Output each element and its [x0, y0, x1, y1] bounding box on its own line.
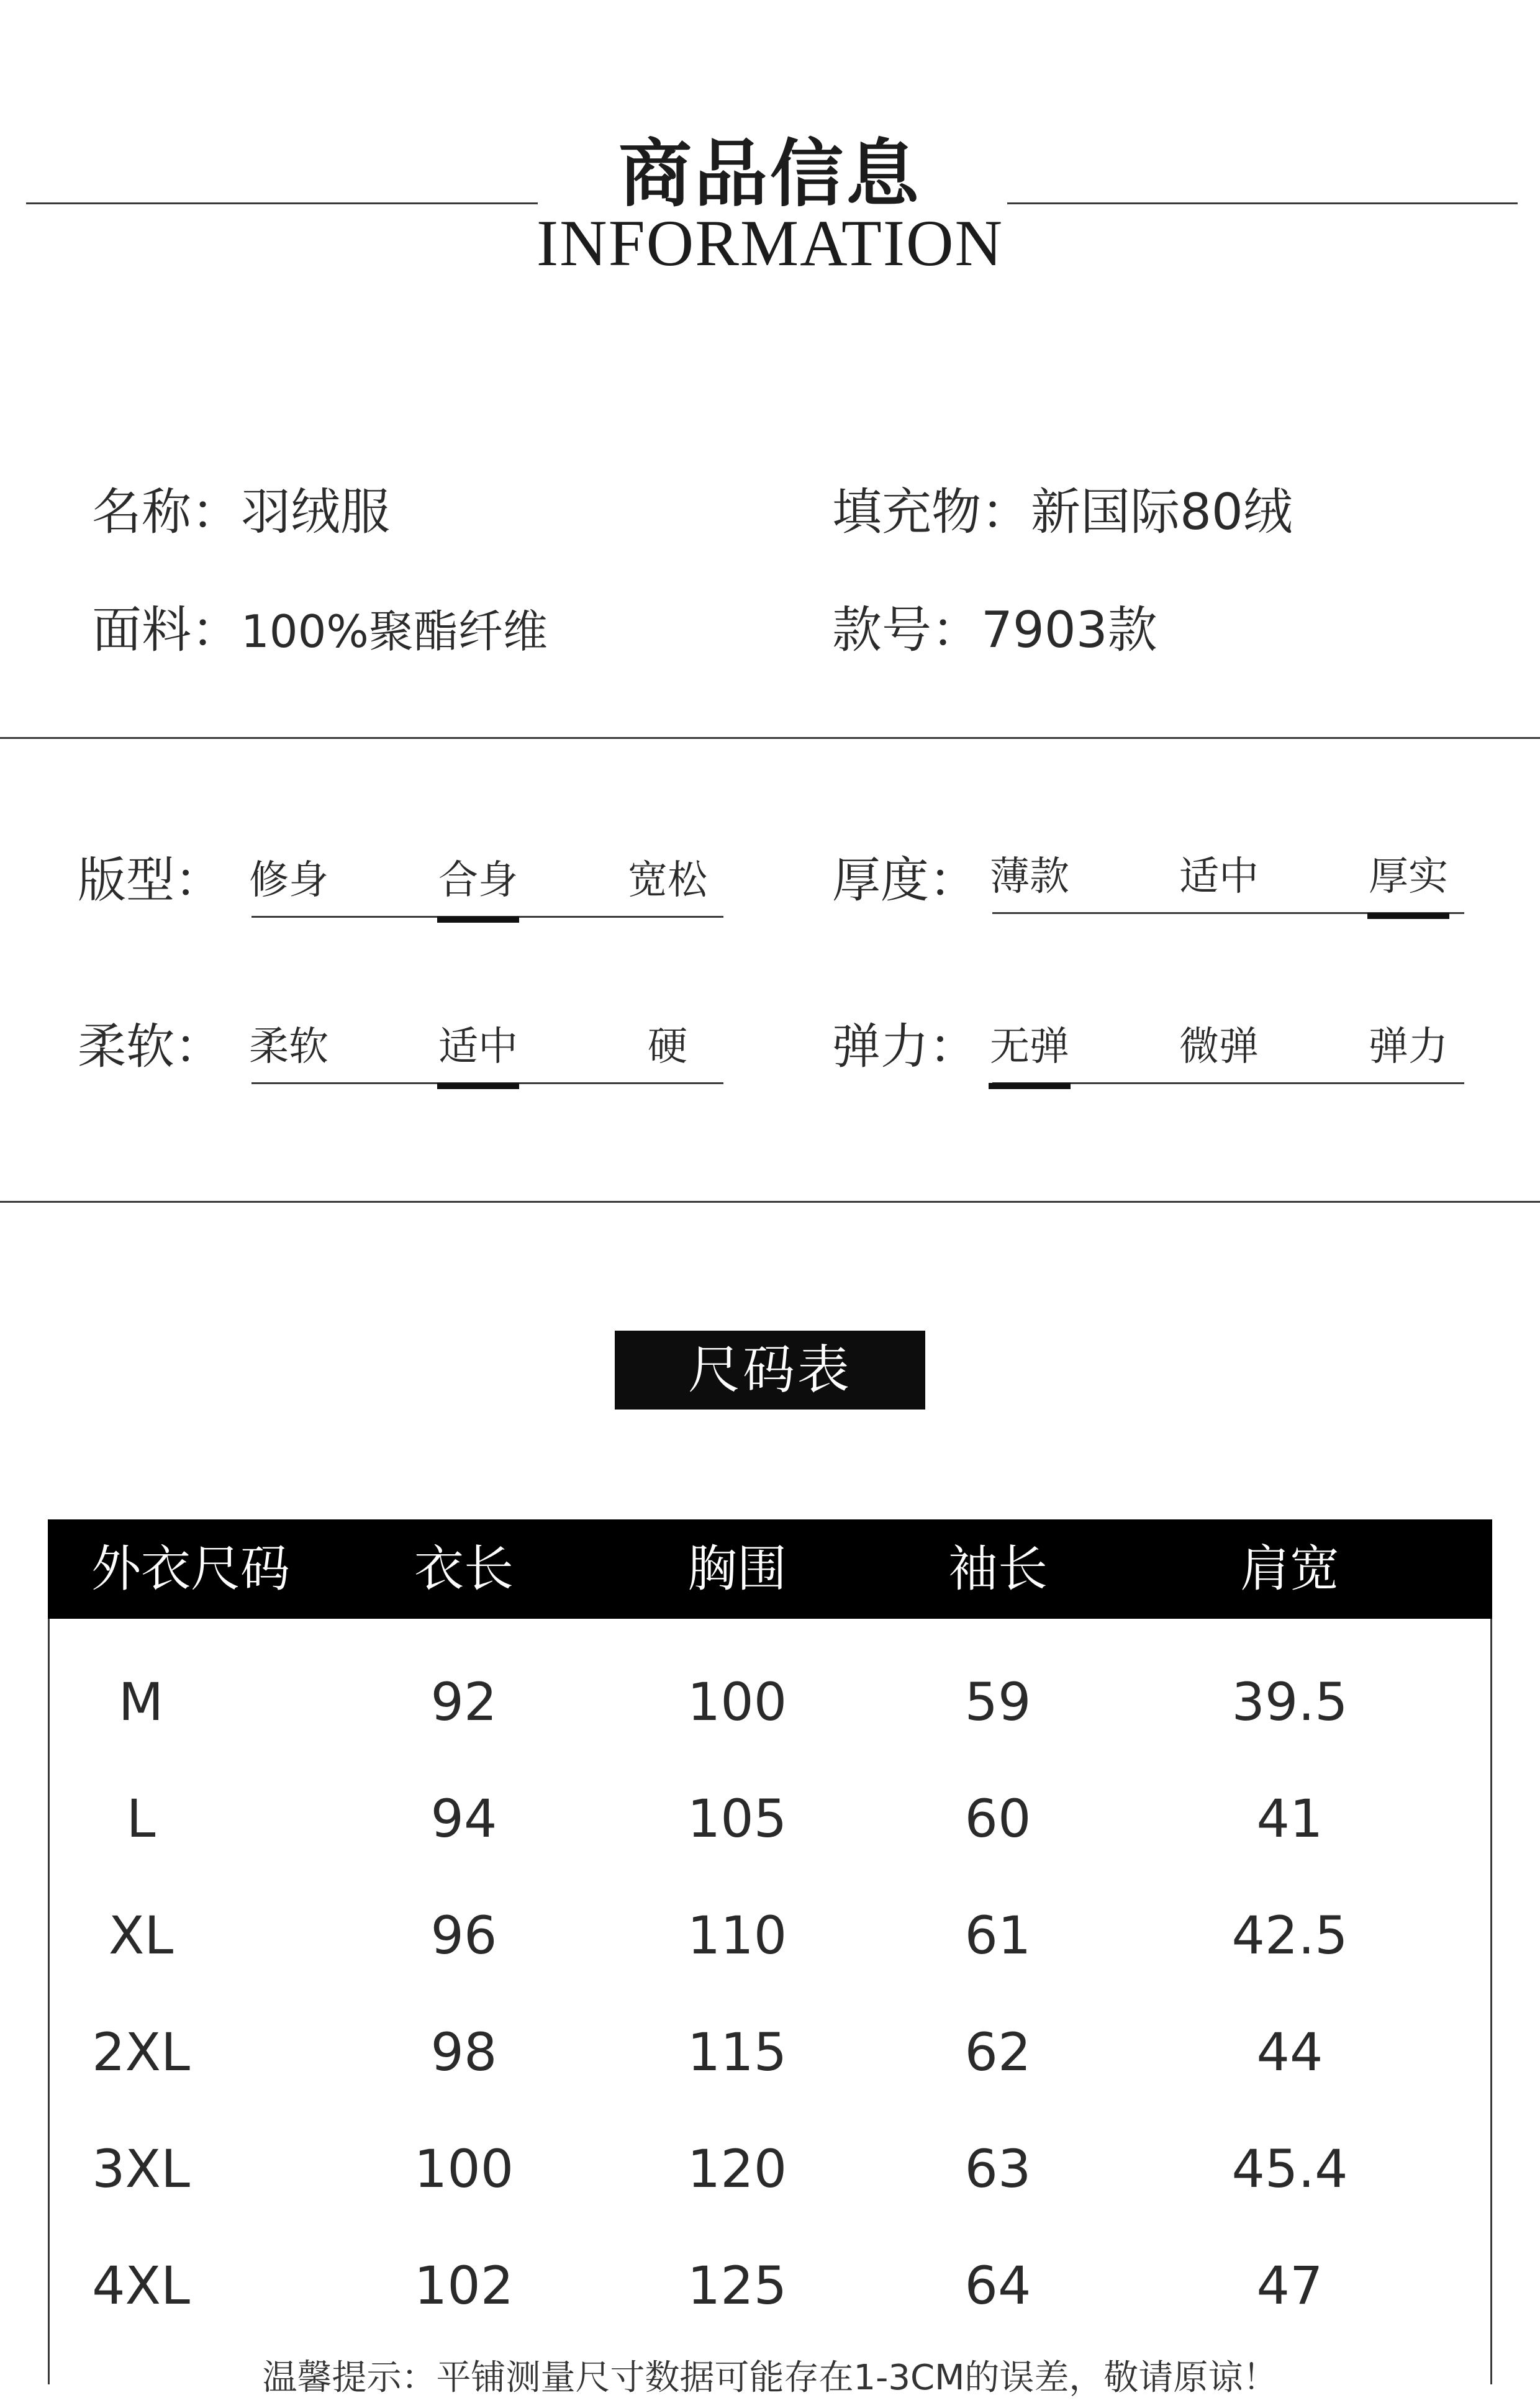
table-cell: 42.5: [1231, 1905, 1348, 1966]
table-cell: 110: [687, 1905, 787, 1966]
fit-scale: [251, 849, 723, 924]
table-row: [48, 1877, 1492, 1994]
table-row: [48, 2111, 1492, 2227]
info-filling-value: 新国际80绒: [1031, 483, 1293, 541]
table-cell: 44: [1256, 2022, 1323, 2083]
table-cell: 2XL: [92, 2022, 190, 2083]
table-cell: XL: [108, 1905, 174, 1966]
table-cell: 102: [414, 2255, 514, 2316]
table-cell: 3XL: [92, 2138, 190, 2199]
table-cell: 60: [964, 1788, 1031, 1849]
table-cell: 39.5: [1231, 1672, 1348, 1732]
info-name: [92, 481, 390, 543]
info-style-label: 款号：: [832, 601, 981, 659]
table-cell: 41: [1256, 1788, 1323, 1849]
thickness-option: 适中: [1179, 854, 1259, 900]
header-cell-length: 衣长: [414, 1540, 514, 1598]
thickness-option: 薄款: [990, 854, 1069, 900]
table-cell: 62: [964, 2022, 1031, 2083]
table-cell: 100: [414, 2138, 514, 2199]
table-row: [48, 1760, 1492, 1877]
softness-option: 适中: [428, 1016, 528, 1078]
selected-marker: [437, 916, 519, 923]
thickness-option: 厚实: [1359, 846, 1458, 908]
softness-option: 柔软: [249, 1024, 328, 1070]
info-name-value: 羽绒服: [241, 483, 390, 541]
elasticity-option: 弹力: [1369, 1024, 1448, 1070]
elasticity-option: 微弹: [1179, 1024, 1259, 1070]
header-cell-size: 外衣尺码: [91, 1540, 290, 1598]
selected-marker: [1367, 913, 1449, 919]
measurement-note: 温馨提示：平铺测量尺寸数据可能存在1-3CM的误差，敬请原谅！: [262, 2358, 1278, 2398]
fit-label: 版型：: [78, 853, 224, 908]
section-divider: [0, 737, 1540, 739]
info-style-number: [832, 599, 1157, 661]
thickness-scale: [992, 846, 1464, 920]
table-cell: 63: [964, 2138, 1031, 2199]
info-style-value: 7903款: [981, 601, 1157, 659]
table-cell: 64: [964, 2255, 1031, 2316]
page-title: 商品信息: [618, 131, 922, 217]
size-table: [48, 1519, 1492, 2384]
softness-option: 硬: [648, 1024, 687, 1070]
header-cell-chest: 胸围: [687, 1540, 787, 1598]
info-fabric-value: 100%聚酯纤维: [241, 605, 548, 658]
section-divider: [0, 1201, 1540, 1203]
fit-option: 合身: [428, 849, 528, 912]
elasticity-option: 无弹: [980, 1016, 1079, 1078]
fit-option: 修身: [249, 858, 328, 903]
table-cell: 94: [430, 1788, 497, 1849]
header-cell-sleeve: 袖长: [948, 1540, 1048, 1598]
info-fabric: [92, 599, 548, 663]
fit-option: 宽松: [628, 858, 707, 903]
table-cell: L: [126, 1788, 156, 1849]
table-cell: 115: [687, 2022, 787, 2083]
thickness-label: 厚度：: [832, 853, 978, 908]
page-subtitle: INFORMATION: [536, 207, 1004, 279]
table-cell: 47: [1256, 2255, 1323, 2316]
table-row: [48, 1644, 1492, 1760]
table-cell: 96: [430, 1905, 497, 1966]
table-cell: 105: [687, 1788, 787, 1849]
table-cell: 61: [964, 1905, 1031, 1966]
softness-label: 柔软：: [78, 1019, 224, 1075]
table-row: [48, 1994, 1492, 2111]
selected-marker: [437, 1083, 519, 1089]
elasticity-scale: [992, 1016, 1464, 1090]
table-cell: M: [118, 1672, 164, 1732]
table-cell: 100: [687, 1672, 787, 1732]
info-filling-label: 填充物：: [832, 483, 1031, 541]
elasticity-label: 弹力：: [832, 1019, 978, 1075]
info-name-label: 名称：: [92, 483, 241, 541]
selected-marker: [989, 1083, 1071, 1089]
table-cell: 120: [687, 2138, 787, 2199]
table-cell: 59: [964, 1672, 1031, 1732]
table-cell: 4XL: [92, 2255, 190, 2316]
softness-scale: [251, 1016, 723, 1090]
info-filling: [832, 481, 1293, 543]
header-cell-shoulder: 肩宽: [1240, 1540, 1339, 1598]
table-cell: 98: [430, 2022, 497, 2083]
table-cell: 92: [430, 1672, 497, 1732]
size-table-header: [48, 1519, 1492, 1619]
table-cell: 45.4: [1231, 2138, 1348, 2199]
size-chart-title: 尺码表: [615, 1331, 925, 1410]
table-cell: 125: [687, 2255, 787, 2316]
info-fabric-label: 面料：: [92, 601, 241, 659]
table-row: [48, 2227, 1492, 2344]
